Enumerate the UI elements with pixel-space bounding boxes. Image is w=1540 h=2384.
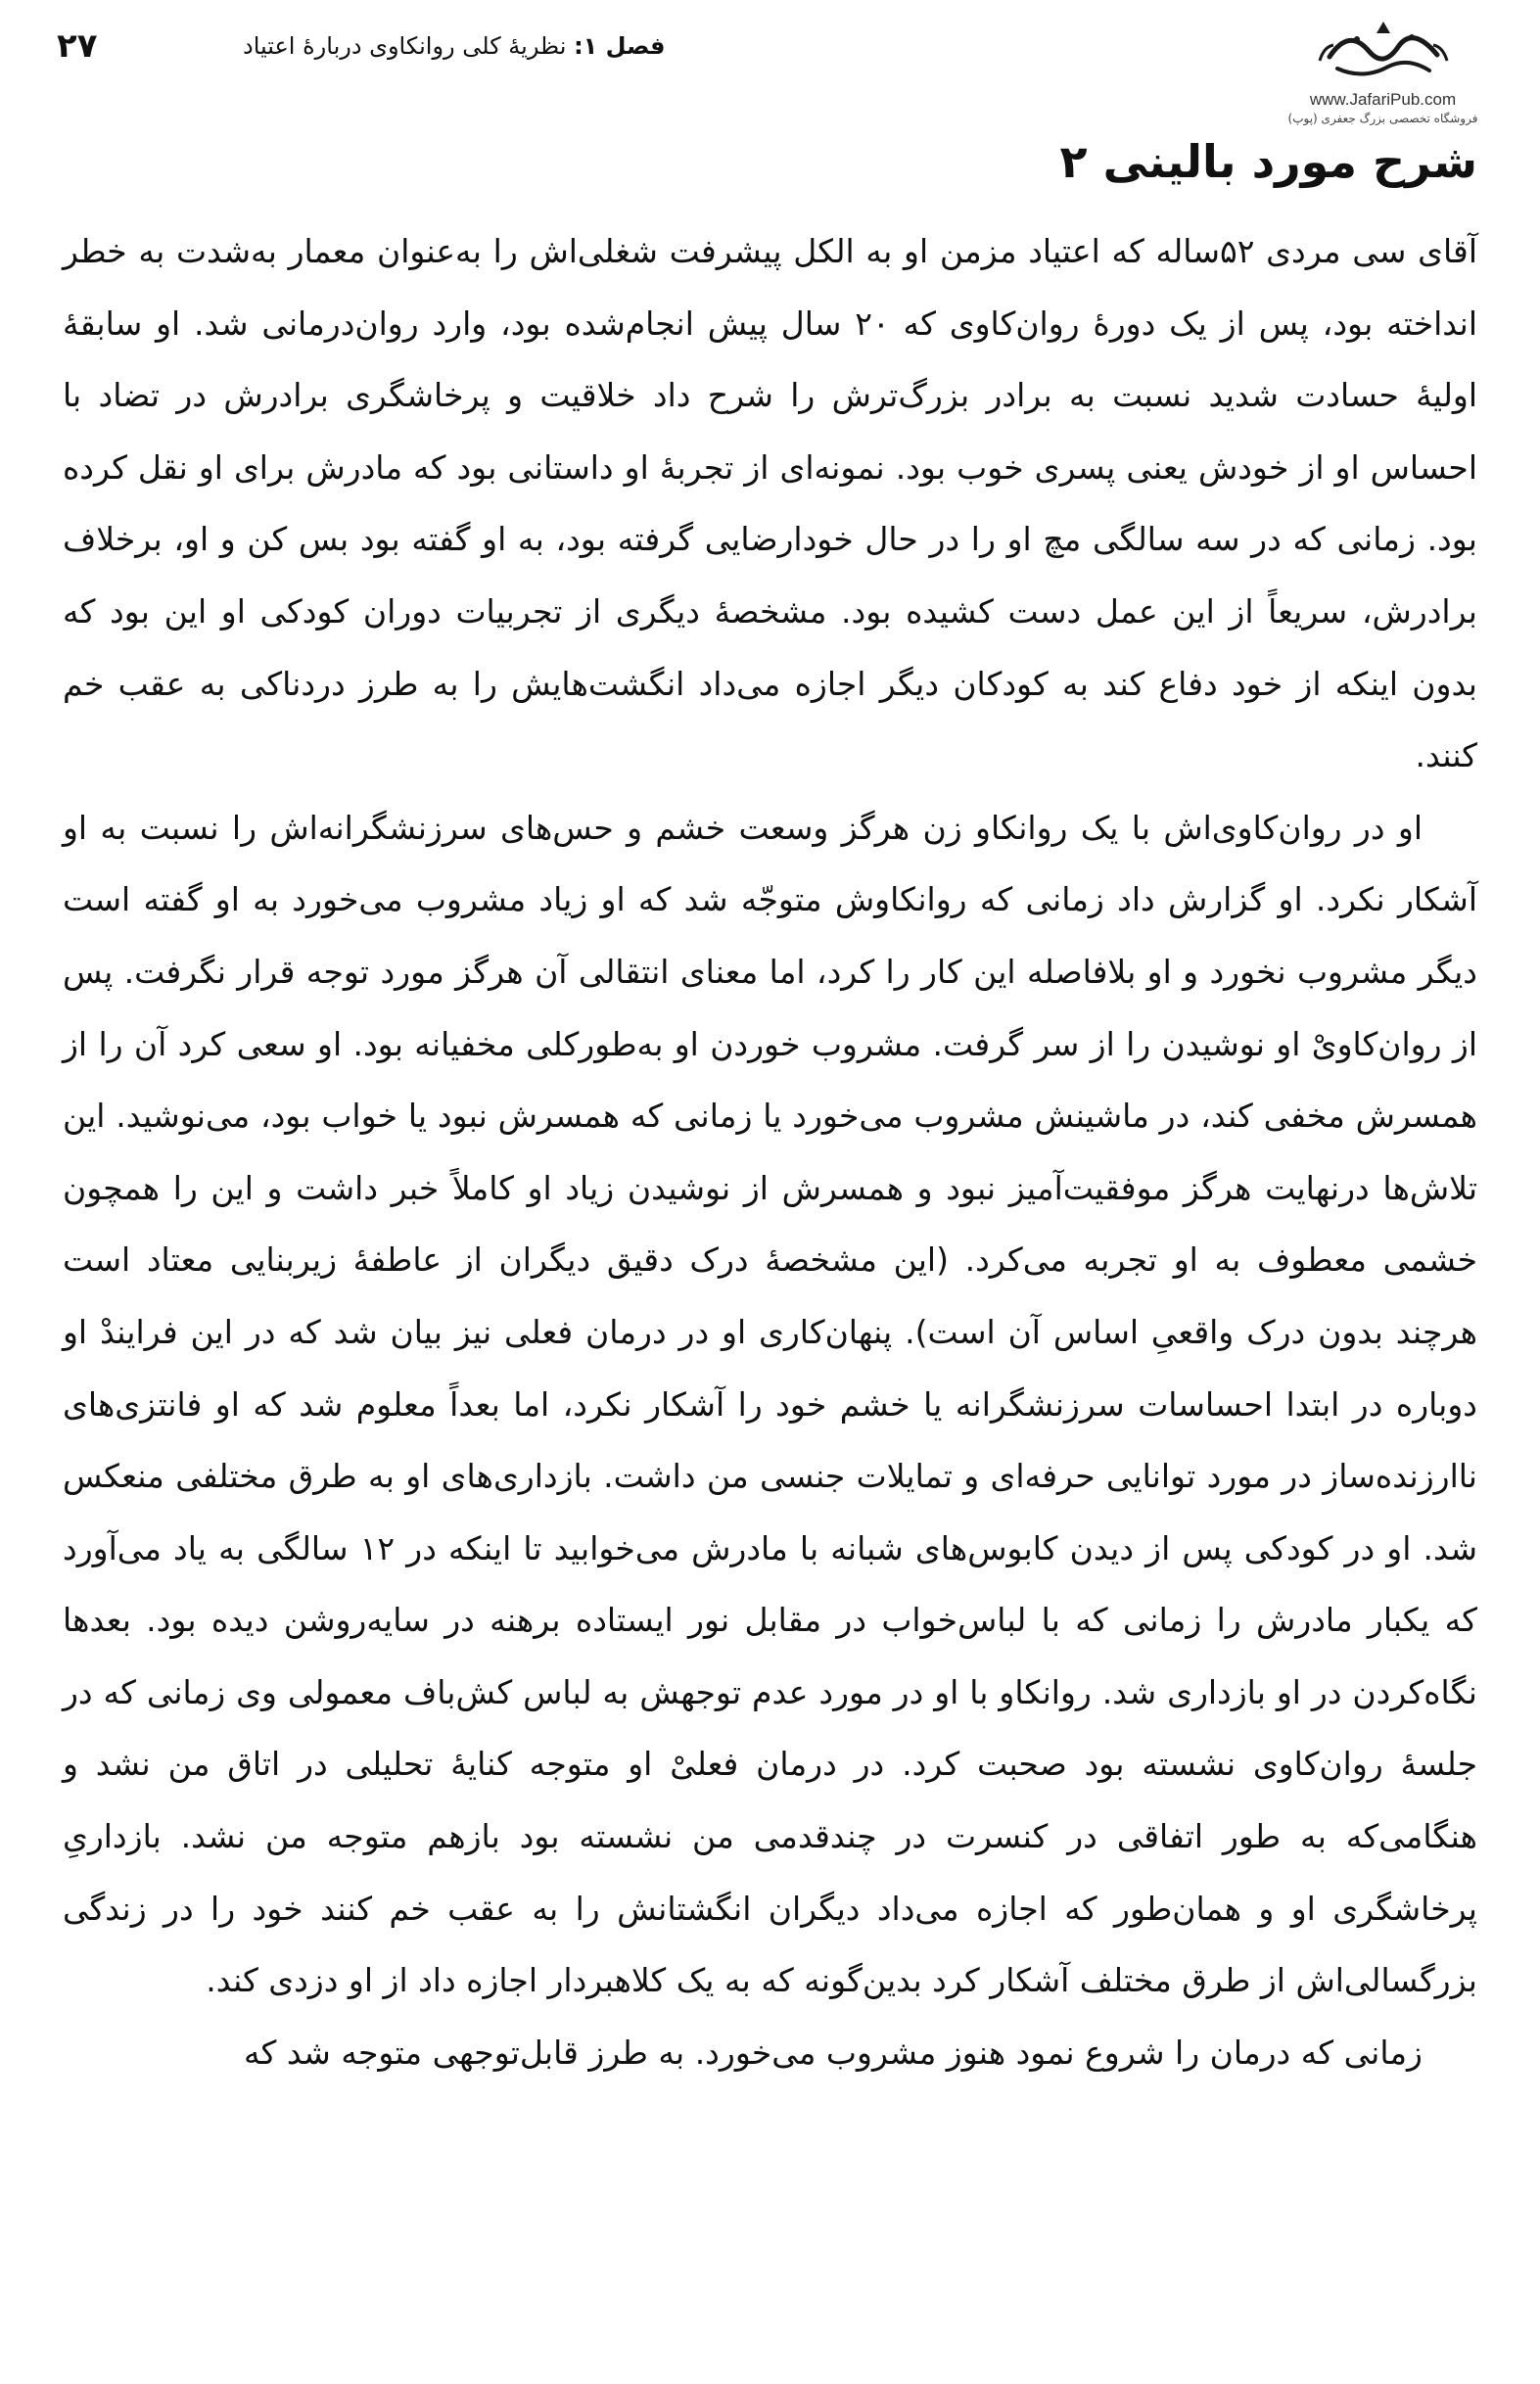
page-number: ۲۷: [57, 26, 98, 66]
paragraph-2: او در روان‌کاوی‌اش با یک روانکاو زن هرگز وسعت خشم و حس‌های سرزنشگرانه‌اش را نسبت به او آشکار نکرد. او گزارش داد زمانی که روانکاوش متوجّه شد که او زیاد مشروب می‌خورد به او گفته است دیگر مشروب نخورد و او بلافاصله این کار را کرد، اما معنای انتقالی آن هرگز مورد توجه قرار نگرفت. پس از روان‌کاویْ او نوشیدن را از سر گرفت. مشروب خوردن او به‌طورکلی مخفیانه بود. او سعی کرد آن را از همسرش مخفی کند، در ماشینش مشروب می‌خورد یا زمانی که همسرش نبود یا خواب بود، می‌نوشید. این تلاش‌ها درنهایت هرگز موفقیت‌آمیز نبود و همسرش از نوشیدن زیاد او کاملاً خبر داشت و این را همچون خشمی معطوف به او تجربه می‌کرد. (این مشخصهٔ درک دقیق دیگران از عاطفهٔ زیربنایی معتاد است هرچند بدون درک واقعیِ اساس آن است). پنهان‌کاری او در درمان فعلی نیز بیان شد که در این فرایندْ او دوباره در ابتدا احساسات سرزنشگرانه یا خشم خود را آشکار نکرد، اما بعداً معلوم شد که او فانتزی‌های ناارزنده‌ساز در مورد توانایی حرفه‌ای و تمایلات جنسی من داشت. بازداری‌های او به طرق مختلفی منعکس شد. او در کودکی پس از دیدن کابوس‌های شبانه با مادرش می‌خوابید تا اینکه در ۱۲ سالگی به یاد می‌آورد که یکبار مادرش را زمانی که با لباس‌خواب در مقابل نور ایستاده برهنه در سایه‌روشن دیده بود. بعدها نگاه‌کردن در او بازداری شد. روانکاو با او در مورد عدم توجهش به لباس کش‌باف معمولی وی زمانی که در جلسهٔ روان‌کاوی نشسته بود صحبت کرد. در درمان فعلیْ او متوجه کنایهٔ تحلیلی در اتاق من نشد و هنگامی‌که به طور اتفاقی در کنسرت در چندقدمی من نشسته بود بازهم متوجه من نشد. بازداریِ پرخاشگری او و همان‌طور که اجازه می‌داد دیگران انگشتانش را به عقب خم کنند خود را در زندگی بزرگسالی‌اش از طرق مختلف آشکار کرد بدین‌گونه که به یک کلاهبردار اجازه داد از او دزدی کند.: [63, 808, 1477, 2000]
section-title: شرح مورد بالینی ۲: [1059, 135, 1477, 188]
page-header: [57, 22, 1483, 70]
body-text: [63, 215, 1477, 2088]
chapter-label: فصل ۱:: [574, 32, 666, 60]
publisher-url: www.JafariPub.com: [1309, 90, 1457, 109]
publisher-caption: فروشگاه تخصصی بزرگ جعفری (پوپ): [1287, 112, 1478, 125]
paragraph-3: زمانی که درمان را شروع نمود هنوز مشروب می‌خورد. به طرز قابل‌توجهی متوجه شد که: [243, 2033, 1423, 2072]
publisher-logo-icon: [1310, 18, 1457, 88]
running-head: [243, 22, 665, 70]
paragraph-1: آقای سی مردی ۵۲ساله که اعتیاد مزمن او به الکل پیشرفت شغلی‌اش را به‌عنوان معمار به‌شدت به خطر انداخته بود، پس از یک دورهٔ روان‌کاوی که ۲۰ سال پیش انجام‌شده بود، وارد روان‌درمانی شد. او سابقهٔ اولیهٔ حسادت شدید نسبت به برادر بزرگ‌ترش را شرح داد خلاقیت و پرخاشگری برادرش در تضاد با احساس او از خودش یعنی پسری خوب بود. نمونه‌ای از تجربهٔ او داستانی بود که مادرش برای او نقل کرده بود. زمانی که در سه سالگی مچ او را در حال خودارضایی گرفته بود، به او گفته بود بس کن و او، برخلاف برادرش، سریعاً از این عمل دست کشیده بود. مشخصهٔ دیگری از تجربیات دوران کودکی او این بود که بدون اینکه از خود دفاع کند به کودکان دیگر اجازه می‌داد انگشت‌هایش را به طرز دردناکی به عقب خم کنند.: [63, 232, 1477, 775]
chapter-title: نظریهٔ کلی روانکاوی دربارهٔ اعتیاد: [243, 32, 567, 60]
